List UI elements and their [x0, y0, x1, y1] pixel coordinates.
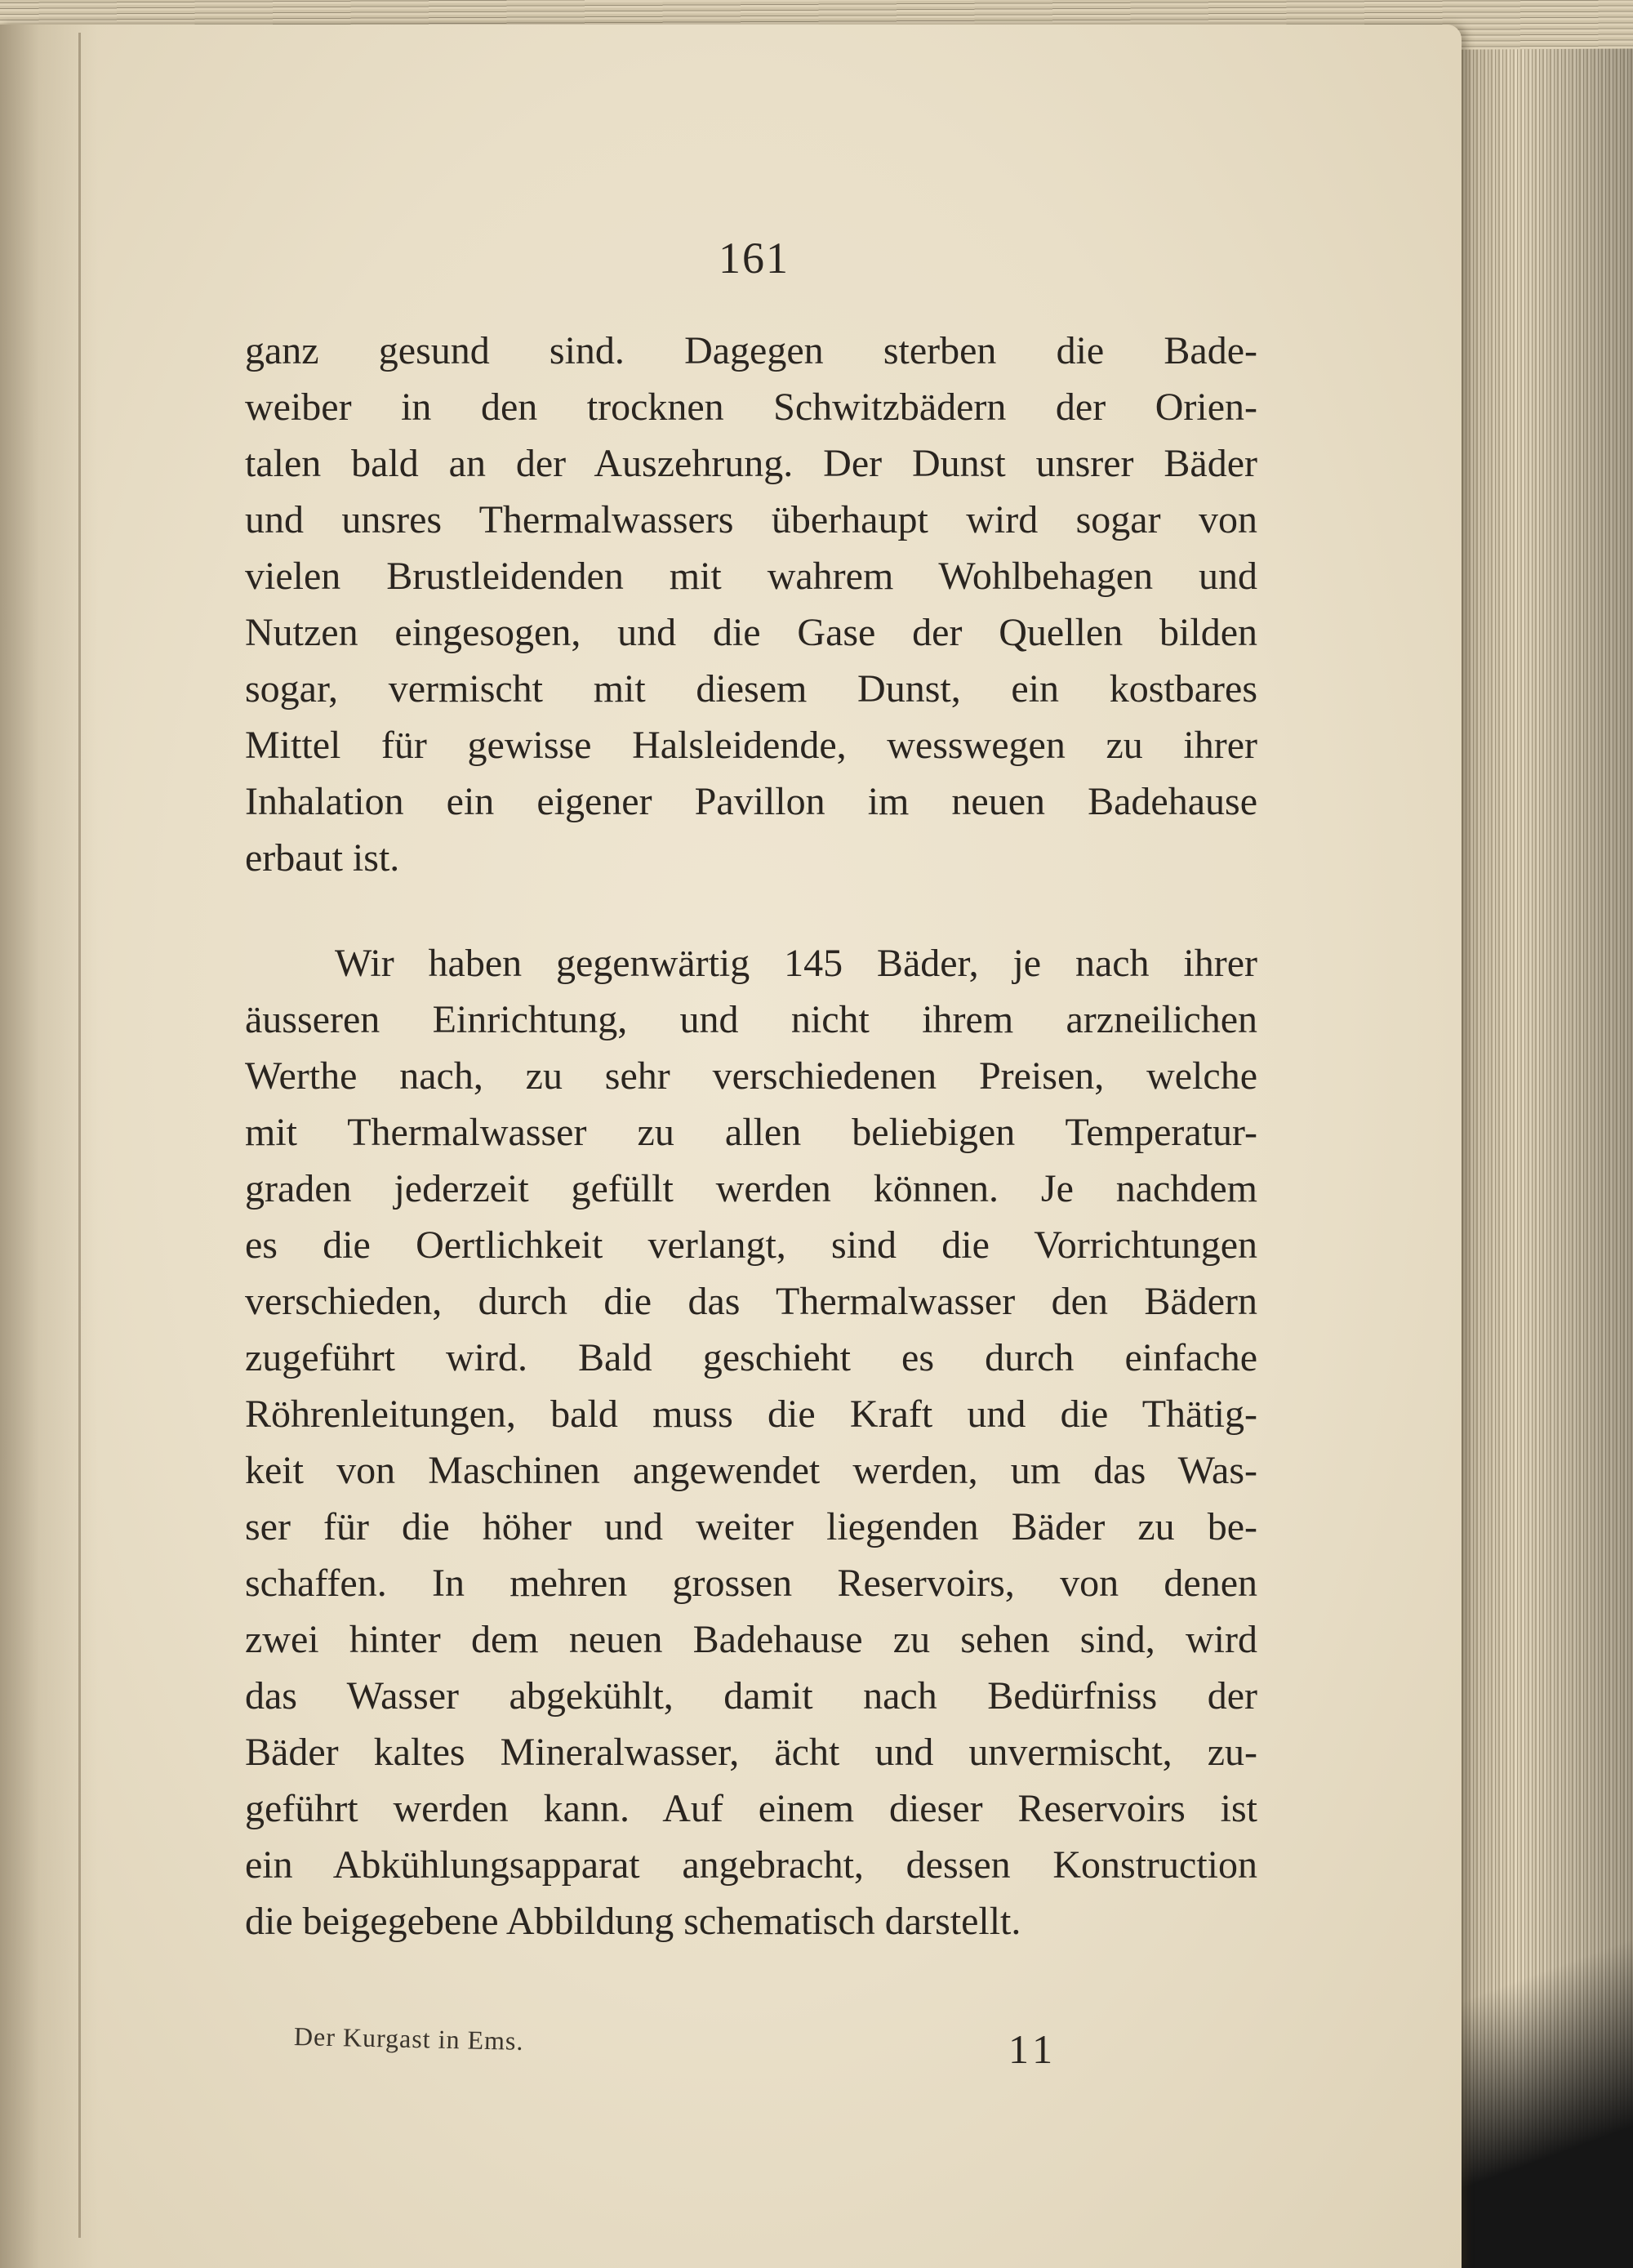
- text-line: geführt werden kann. Auf einem dieser Reservoirs ist: [245, 1787, 1257, 1830]
- page-gutter: [0, 25, 98, 2268]
- paragraph: [245, 323, 1257, 886]
- text-line: Mittel für gewisse Halsleidende, wesswegen zu ihrer: [245, 724, 1257, 767]
- text-line: äusseren Einrichtung, und nicht ihrem arzneilichen: [245, 998, 1257, 1041]
- text-line: zugeführt wird. Bald geschieht es durch einfache: [245, 1336, 1257, 1379]
- text-line: talen bald an der Auszehrung. Der Dunst unsrer Bäder: [245, 442, 1257, 485]
- text-line: schaffen. In mehren grossen Reservoirs, von denen: [245, 1562, 1257, 1605]
- text-line: graden jederzeit gefüllt werden können. Je nachdem: [245, 1167, 1257, 1210]
- paragraph: [245, 935, 1257, 1949]
- text-line: es die Oertlichkeit verlangt, sind die Vorrichtungen: [245, 1223, 1257, 1267]
- page-number: 161: [719, 234, 790, 283]
- text-line: ein Abkühlungsapparat angebracht, dessen Konstruction: [245, 1843, 1257, 1887]
- text-line: erbaut ist.: [245, 836, 400, 880]
- text-line: Röhrenleitungen, bald muss die Kraft und die Thätig-: [245, 1392, 1257, 1436]
- text-line: Bäder kaltes Mineralwasser, ächt und unvermischt, zu-: [245, 1731, 1257, 1774]
- background-corner: [1462, 1860, 1633, 2268]
- text-line: und unsres Thermalwassers überhaupt wird sogar von: [245, 498, 1257, 541]
- text-line: Nutzen eingesogen, und die Gase der Quellen bilden: [245, 611, 1257, 654]
- body-text: [245, 323, 1257, 1949]
- text-line: verschieden, durch die das Thermalwasser den Bädern: [245, 1280, 1257, 1323]
- text-line: ser für die höher und weiter liegenden Bäder zu be-: [245, 1505, 1257, 1548]
- text-line: Werthe nach, zu sehr verschiedenen Preisen, welche: [245, 1054, 1257, 1098]
- text-line: die beigegebene Abbildung schematisch darstellt.: [245, 1900, 1021, 1943]
- text-line: keit von Maschinen angewendet werden, um das Was-: [245, 1449, 1257, 1492]
- text-line: zwei hinter dem neuen Badehause zu sehen sind, wird: [245, 1618, 1257, 1661]
- text-line: weiber in den trocknen Schwitzbädern der Orien-: [245, 385, 1257, 429]
- text-line: Inhalation ein eigener Pavillon im neuen Badehause: [245, 780, 1257, 823]
- signature-mark: 11: [1008, 2026, 1058, 2072]
- text-line: ganz gesund sind. Dagegen sterben die Bade-: [245, 329, 1257, 372]
- text-line: mit Thermalwasser zu allen beliebigen Temperatur-: [245, 1111, 1257, 1154]
- gutter-line: [78, 33, 81, 2238]
- text-line: Wir haben gegenwärtig 145 Bäder, je nach ihrer: [335, 942, 1257, 985]
- text-line: vielen Brustleidenden mit wahrem Wohlbehagen und: [245, 555, 1257, 598]
- text-line: sogar, vermischt mit diesem Dunst, ein kostbares: [245, 667, 1257, 711]
- text-line: das Wasser abgekühlt, damit nach Bedürfniss der: [245, 1674, 1257, 1718]
- running-footer-title: Der Kurgast in Ems.: [293, 2021, 524, 2056]
